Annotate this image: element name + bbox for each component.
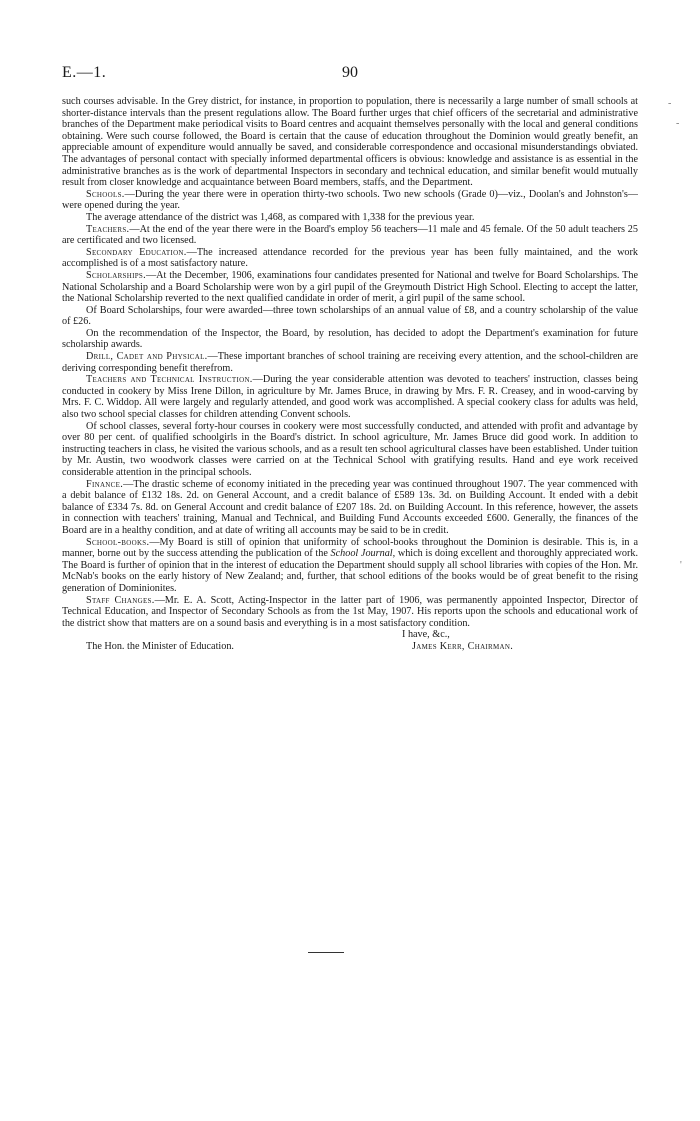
paragraph-secondary-education: Secondary Education.—The increased attendance recorded for the previous year has been fully maintained, and the work accomplished is of a most satisfactory nature. <box>62 246 639 270</box>
paragraph-staff-changes: Staff Changes.—Mr. E. A. Scott, Acting-Inspector in the latter part of 1906, was permanently appointed Inspector, Director of Technical Education, and Inspector of Secondary Schools as from the 1st May, 1907. His reports upon the schools and educational work of the district show that matters are on a sound basis and everything is in a most satisfactory condition. <box>62 594 638 629</box>
report-body <box>62 96 638 653</box>
paragraph-scholarships: Scholarships.—At the December, 1906, examinations four candidates presented for National and twelve for Board Scholarships. The National Scholarship and a Board Scholarship were won by a girl pupil of the Greymouth District High School. Electing to accept the latter, the National Scholarship reverted to the next qualified candidate in order of merit, a girl pupil of the same school. <box>62 269 638 305</box>
margin-mark: - <box>676 118 680 129</box>
section-heading: Scholarships. <box>86 269 146 281</box>
section-heading: Secondary Education. <box>86 246 187 258</box>
valediction-line <box>62 629 638 641</box>
paragraph-school-classes: Of school classes, several forty-hour courses in cookery were most successfully conducted, and attended with profit and advantage by over 80 per cent. of qualified schoolgirls in the Board's district. In school agriculture, Mr. James Bruce did good work. In addition to instructing teachers in class, he visited the various schools, and as a result ten school agricultural classes have been established. Under tuition by Mr. Austin, two woodwork classes were carried on at the Technical School with gratifying results. Hand and eye work received considerable attention in the principal schools. <box>62 420 639 478</box>
addressee: The Hon. the Minister of Education. <box>86 641 234 653</box>
margin-mark: ' <box>680 560 682 571</box>
section-heading: School-books. <box>86 536 150 548</box>
end-rule <box>308 952 344 953</box>
paragraph-schools: Schools.—During the year there were in operation thirty-two schools. Two new schools (Grade 0)—viz., Doolan's and Johnston's—were opened during the year. <box>62 188 638 212</box>
publication-title: School Journal, <box>330 548 396 560</box>
paragraph-finance: Finance.—The drastic scheme of economy initiated in the preceding year was continued throughout 1907. The year commenced with a debit balance of £132 18s. 2d. on General Account, and a credit balance of £589 13s. 3d. on Building Account. It ended with a debit balance of £334 7s. 8d. on General Account and credit balance of £207 18s. 2d. on Building Account. In this reference, however, the assets in connection with teachers' training, Manual and Technical, and Building Fund Accounts exceeded £600. Generally, the finances of the Board are in a healthy condition, and at date of writing all accounts may be said to be in credit. <box>62 478 638 536</box>
signoff-line <box>62 641 638 653</box>
margin-mark: - <box>668 98 672 109</box>
paragraph-intro: such courses advisable. In the Grey district, for instance, in proportion to population, there is necessarily a large number of small schools at shorter-distance intervals than the present regulations allow. The Board further urges that chief officers of the secretarial and administrative branches of the Department make periodical visits to Board centres and acquaint themselves personally with the local and general conditions obtaining. Were such course followed, the Board is certain that the cause of education throughout the Dominion would greatly benefit, an appreciable amount of expenditure would annually be saved, and considerable correspondence and occasional misunderstandings obviated. The advantages of personal contact with specially informed departmental officers is obvious: knowledge and assistance is as essential in the administrative branches as is the work of departmental Inspectors in secondary and technical education, and similar benefit would mutually result from closer knowledge and acquaintance between Board members, staffs, and the Department. <box>62 96 638 189</box>
section-heading: Staff Changes. <box>86 594 155 606</box>
section-heading: Finance. <box>86 478 124 490</box>
document-reference: E.—1. <box>62 64 107 81</box>
paragraph-board-scholarships: Of Board Scholarships, four were awarded—three town scholarships of an annual value of £8, and a country scholarship of the value of £26. <box>62 304 638 328</box>
valediction: I have, &c., <box>402 629 450 641</box>
paragraph-technical-instruction: Teachers and Technical Instruction.—During the year considerable attention was devoted to teachers' instruction, classes being conducted in cookery by Miss Irene Dillon, in agriculture by Mr. James Bruce, in drawing by Mrs. F. R. Creasey, and in wood-carving by Mrs. F. C. Widdop. All were largely and regularly attended, and good work was accomplished. A special cookery class for adults was held, also two school special classes for children attending Convent schools. <box>62 374 639 421</box>
paragraph-teachers: Teachers.—At the end of the year there were in the Board's employ 56 teachers—11 male and 45 female. Of the 50 adult teachers 25 are certificated and two licensed. <box>62 223 638 247</box>
paragraph-drill: Drill, Cadet and Physical.—These important branches of school training are receiving every attention, and the school-children are deriving corresponding benefit therefrom. <box>62 351 638 374</box>
section-heading: Teachers. <box>86 223 130 235</box>
section-heading: Drill, Cadet and Physical. <box>86 351 208 363</box>
paragraph-recommendation: On the recommendation of the Inspector, the Board, by resolution, has decided to adopt the Department's examination for future scholarship awards. <box>62 327 638 351</box>
signatory: James Kerr, Chairman. <box>412 641 514 653</box>
paragraph-attendance: The average attendance of the district was 1,468, as compared with 1,338 for the previous year. <box>86 211 475 223</box>
section-heading: Teachers and Technical Instruction. <box>86 374 253 386</box>
page-header <box>62 64 638 84</box>
page-number: 90 <box>342 64 358 81</box>
section-heading: Schools. <box>86 188 125 200</box>
paragraph-school-books: School-books.—My Board is still of opinion that uniformity of school-books throughout the Dominion is desirable. This is, in a manner, borne out by the success attending the publication of the School Journal, which is doing excellent and thoroughly appreciated work. The Board is further of opinion that in the interest of education the Department should supply all school libraries with copies of the Hon. Mr. McNab's books on the early history of New Zealand; and, further, that school editions of the books would be of great benefit to the rising generation of Dominionites. <box>62 536 639 594</box>
